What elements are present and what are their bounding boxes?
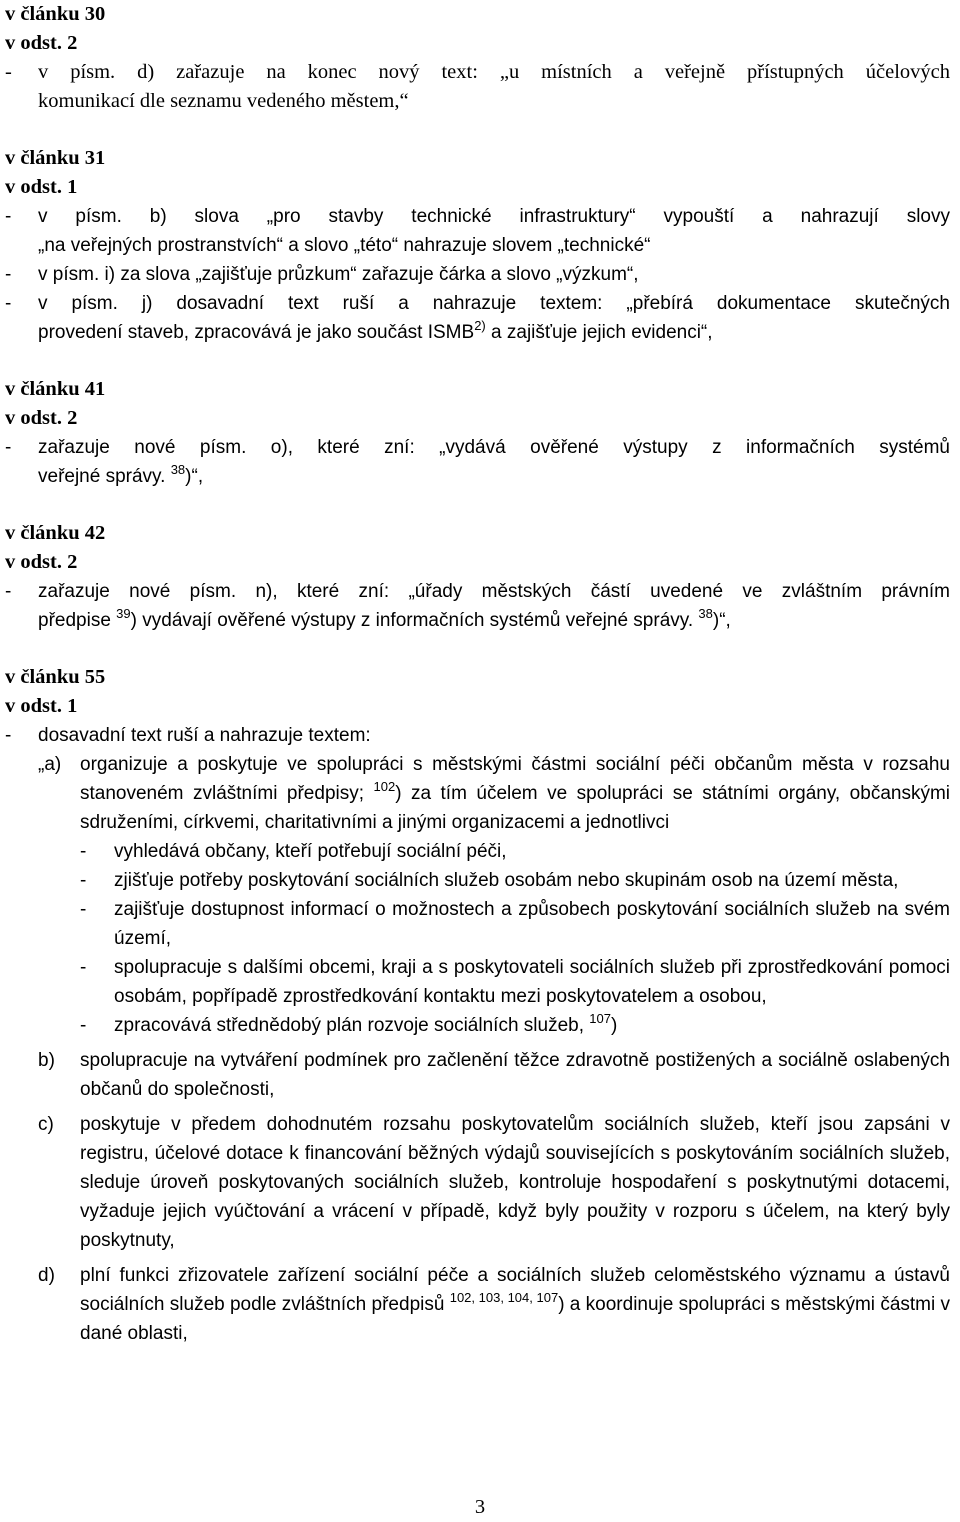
amendment-item: - zařazuje nové písm. n), které zní: „úřady městských částí uvedené ve zvláštním právním předpise $^{39}$) vydávají ověřené výstupy z informačních systémů veřejné správy. $^{38}$)“,: [5, 577, 950, 635]
paragraph-heading: v odst. 1: [5, 176, 78, 198]
letter-item-c: c) poskytuje v předem dohodnutém rozsahu poskytovatelům sociálních služeb, kteří jsou zapsáni v registru, účelové dotace k financování běžných výdajů souvisejících s poskytováním sociálních služeb, sleduje úroveň poskytovaných sociálních služeb, kontroluje hospodaření s poskytnutými dotacemi, vyžaduje jejich vyúčtování a vrácení v případě, když byly použity v rozporu s účelem, na který byly poskytnuty,: [38, 1114, 950, 1251]
amendment-item: - v písm. b) slova „pro stavby technické infrastruktury“ vypouští a nahrazují slovy „na veřejných prostranstvích“ a slovo „této“ nahrazuje slovem „technické“: [5, 202, 950, 260]
footnote-ref: 2): [474, 318, 486, 333]
article-heading: v článku 41: [5, 378, 106, 400]
amendment-item: - v písm. j) dosavadní text ruší a nahrazuje textem: „přebírá dokumentace skutečných provedení staveb, zpracovává je jako součást ISMB$^{2)}$ a zajišťuje jejich evidenci“,: [5, 289, 950, 347]
sub-item: - zjišťuje potřeby poskytování sociálních služeb osobám nebo skupinám osob na území města,: [5, 866, 950, 895]
article-heading: v článku 55: [5, 666, 106, 688]
amendment-item: - dosavadní text ruší a nahrazuje textem:: [5, 721, 950, 750]
paragraph-heading: v odst. 1: [5, 695, 78, 717]
letter-item-a: „a) organizuje a poskytuje ve spolupráci s městskými částmi sociální péči občanům města v rozsahu stanoveném zvláštními předpisy; $^{102}$) za tím účelem ve spolupráci se státními orgány, občanskými sdruženími, církvemi, charitativními a jinými organizacemi a jednotlivci: [38, 754, 950, 833]
footnote-ref: 107: [589, 1011, 611, 1026]
paragraph-heading: v odst. 2: [5, 551, 78, 573]
sub-item: - zajišťuje dostupnost informací o možnostech a způsobech poskytování sociálních služeb na svém území,: [5, 895, 950, 953]
paragraph-heading: v odst. 2: [5, 32, 78, 54]
sub-item: - zpracovává střednědobý plán rozvoje sociálních služeb, $^{107}$): [5, 1011, 950, 1040]
document-page: [5, 0, 950, 1348]
footnote-ref: 38: [698, 606, 713, 621]
page-number: 3: [474, 1496, 486, 1518]
article-heading: v článku 31: [5, 147, 106, 169]
amendment-item: - zařazuje nové písm. o), které zní: „vydává ověřené výstupy z informačních systémů veřejné správy. $^{38}$)“,: [5, 433, 950, 491]
footnote-ref: 38: [170, 462, 186, 477]
amendment-item: - v písm. i) za slova „zajišťuje průzkum“ zařazuje čárka a slovo „výzkum“,: [5, 260, 950, 289]
article-heading: v článku 30: [5, 3, 106, 25]
letter-item-b: b) spolupracuje na vytváření podmínek pro začlenění těžce zdravotně postižených a sociálně oslabených občanů do společnosti,: [38, 1050, 950, 1100]
article-heading: v článku 42: [5, 522, 106, 544]
letter-item-d: d) plní funkci zřizovatele zařízení sociální péče a sociálních služeb celoměstského významu a ústavů sociálních služeb podle zvláštních předpisů $^{102, 103, 104, 107}$) a koordinuje spolupráci s městskými částmi v dané oblasti,: [38, 1265, 950, 1344]
footnote-ref: 102, 103, 104, 107: [449, 1290, 559, 1305]
footnote-ref: 39: [116, 606, 131, 621]
sub-item: - vyhledává občany, kteří potřebují sociální péči,: [5, 837, 950, 866]
footnote-ref: 102: [373, 779, 396, 794]
amendment-item: - v písm. d) zařazuje na konec nový text: „u místních a veřejně přístupných účelových komunikací dle seznamu vedeného městem,“: [5, 58, 950, 116]
sub-item: - spolupracuje s dalšími obcemi, kraji a s poskytovateli sociálních služeb při zprostředkování pomoci osobám, popřípadě zprostředkování kontaktu mezi poskytovatelem a osobou,: [5, 953, 950, 1011]
paragraph-heading: v odst. 2: [5, 407, 78, 429]
